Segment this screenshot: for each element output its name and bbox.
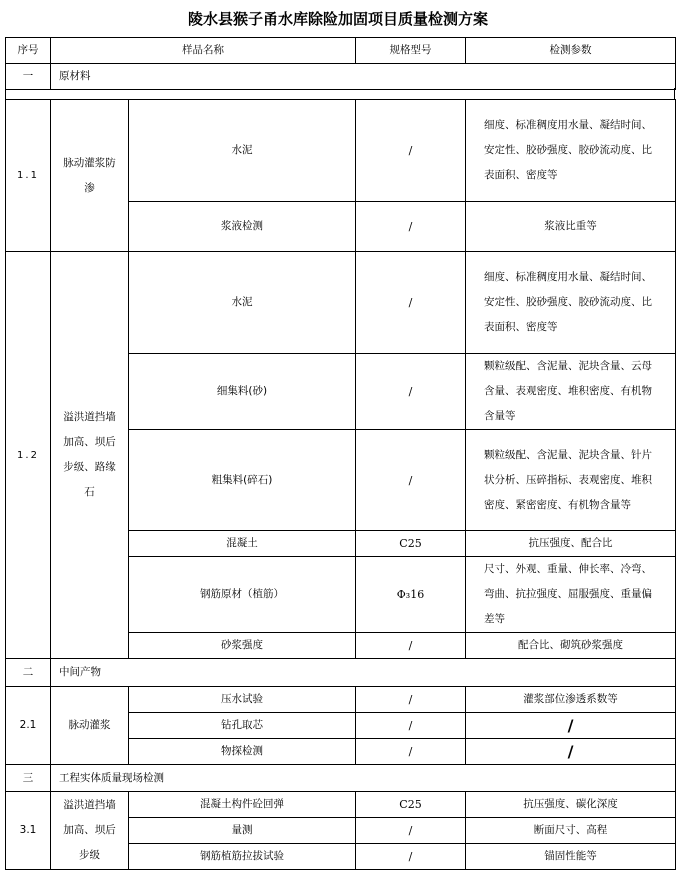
test-params: 颗粒级配、含泥量、泥块含量、针片状分析、压碎指标、表观密度、堆积密度、紧密密度、有机物含量等 [466,430,676,531]
spec-value: C25 [356,531,466,557]
section-number: 二 [6,659,51,687]
section-number: 一 [6,64,51,90]
spec-value: / [356,818,466,844]
sample-name: 浆液检测 [129,202,356,252]
table-gap [5,88,675,99]
section-row-field-inspection [6,765,676,792]
inspection-table [5,99,676,870]
header-table [5,37,676,90]
item-category: 脉动灌浆防渗 [51,100,129,252]
spec-value: / [356,252,466,354]
sample-name: 钻孔取芯 [129,713,356,739]
sample-name: 砂浆强度 [129,633,356,659]
sample-name: 混凝土 [129,531,356,557]
section-label: 工程实体质量现场检测 [51,765,676,792]
header-params: 检测参数 [466,38,676,64]
sample-name: 钢筋原材（植筋） [129,557,356,633]
test-params: 灌浆部位渗透系数等 [466,687,676,713]
table-row [6,252,676,354]
spec-value: / [356,844,466,870]
item-category: 溢洪道挡墙加高、坝后步级 [51,792,129,870]
test-params: 细度、标准稠度用水量、凝结时间、安定性、胶砂强度、胶砂流动度、比表面积、密度等 [466,252,676,354]
section-row-raw-materials [6,64,676,90]
document-title: 陵水县猴子甬水库除险加固项目质量检测方案 [187,9,488,28]
sample-name: 量测 [129,818,356,844]
spec-value: / [356,430,466,531]
section-row-intermediate [6,659,676,687]
header-index: 序号 [6,38,51,64]
table-row [6,687,676,713]
section-number: 三 [6,765,51,792]
sample-name: 粗集料(碎石) [129,430,356,531]
spec-value: / [356,202,466,252]
test-params: 抗压强度、配合比 [466,531,676,557]
spec-value: / [356,739,466,765]
test-params: 细度、标准稠度用水量、凝结时间、安定性、胶砂强度、胶砂流动度、比表面积、密度等 [466,100,676,202]
test-params: 抗压强度、碳化深度 [466,792,676,818]
test-params: / [466,739,676,765]
test-params: 锚固性能等 [466,844,676,870]
header-sample-name: 样品名称 [51,38,356,64]
item-index: 3.1 [6,792,51,870]
table-row [6,100,676,202]
sample-name: 混凝土构件砼回弹 [129,792,356,818]
section-label: 中间产物 [51,659,676,687]
spec-value: / [356,687,466,713]
sample-name: 压水试验 [129,687,356,713]
test-params: 浆液比重等 [466,202,676,252]
item-category: 溢洪道挡墙加高、坝后步级、路缘石 [51,252,129,659]
spec-value: Φ₃16 [356,557,466,633]
section-label: 原材料 [51,64,676,90]
spec-value: / [356,354,466,430]
spec-value: / [356,100,466,202]
item-index: 1.1 [6,100,51,252]
header-row [6,38,676,64]
table-row [6,792,676,818]
test-params: 断面尺寸、高程 [466,818,676,844]
sample-name: 水泥 [129,252,356,354]
test-params: 配合比、砌筑砂浆强度 [466,633,676,659]
spec-value: C25 [356,792,466,818]
spec-value: / [356,633,466,659]
item-index: 1.2 [6,252,51,659]
sample-name: 细集料(砂) [129,354,356,430]
sample-name: 物探检测 [129,739,356,765]
item-category: 脉动灌浆 [51,687,129,765]
test-params: / [466,713,676,739]
test-params: 尺寸、外观、重量、伸长率、冷弯、弯曲、抗拉强度、屈服强度、重量偏差等 [466,557,676,633]
sample-name: 钢筋植筋拉拔试验 [129,844,356,870]
test-params: 颗粒级配、含泥量、泥块含量、云母含量、表观密度、堆积密度、有机物含量等 [466,354,676,430]
item-index: 2.1 [6,687,51,765]
spec-value: / [356,713,466,739]
sample-name: 水泥 [129,100,356,202]
header-spec: 规格型号 [356,38,466,64]
